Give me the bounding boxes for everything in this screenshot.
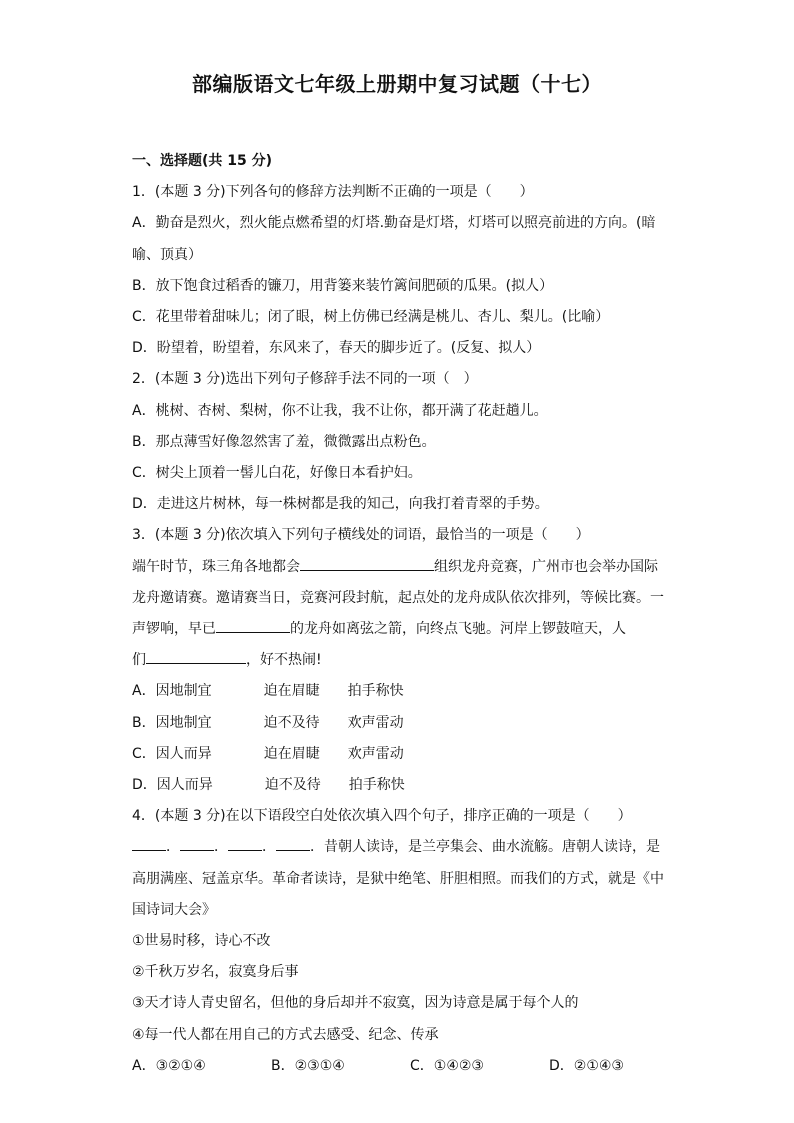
question-4-passage-line-2: 高朋满座、冠盖京华。革命者读诗，是狱中绝笔、肝胆相照。而我们的方式，就是《中: [132, 870, 664, 887]
question-2-option-a: A．桃树、杏树、梨树，你不让我，我不让你，都开满了花赶趟儿。: [132, 402, 548, 419]
option-word: 欢声雷动: [347, 745, 404, 762]
option-word: 拍手称快: [348, 777, 405, 794]
order-blank-3[interactable]: [228, 835, 262, 851]
question-1-option-c: C．花里带着甜味儿；闭了眼，树上仿佛已经满是桃儿、杏儿、梨儿。(比喻）: [132, 309, 610, 326]
option-word: 因地制宜: [155, 683, 212, 700]
question-2-option-b: B．那点薄雪好像忽然害了羞，微微露出点粉色。: [132, 433, 436, 450]
order-blank-2[interactable]: [180, 835, 214, 851]
question-2-stem: 2．(本题 3 分)选出下列句子修辞手法不同的一项（ ）: [132, 371, 478, 388]
question-1-option-d: D．盼望着，盼望着，东风来了，春天的脚步近了。(反复、拟人）: [132, 340, 541, 357]
passage-text: ．昔朝人读诗，是兰亭集会、曲水流觞。唐朝人读诗，是: [310, 839, 660, 856]
passage-text: 组织龙舟竞赛，广州市也会举办国际: [434, 558, 658, 575]
order-blank-4[interactable]: [276, 835, 310, 851]
passage-text: 的龙舟如离弦之箭，向终点飞驰。河岸上锣鼓喧天，人: [290, 621, 626, 638]
passage-text: 端午时节，珠三角各地都会: [132, 558, 300, 575]
sentence-3: ③天才诗人青史留名，但他的身后却并不寂寞，因为诗意是属于每个人的: [132, 995, 579, 1012]
option-word: 因地制宜: [155, 714, 212, 731]
passage-text: 声锣响，早已: [132, 621, 216, 638]
question-3-option-d: [132, 770, 662, 801]
option-word: 拍手称快: [347, 683, 404, 700]
question-3-passage-line-4: [132, 645, 662, 676]
sentence-1: ①世易时移，诗心不改: [132, 933, 271, 950]
page-title: 部编版语文七年级上册期中复习试题（十七）: [192, 72, 602, 96]
question-1-option-a: A．勤奋是烈火，烈火能点燃希望的灯塔.勤奋是灯塔，灯塔可以照亮前进的方向。(暗: [132, 215, 656, 232]
question-4-passage-line-1: [132, 832, 662, 863]
separator: ．: [214, 839, 228, 856]
option-word: 迫不及待: [263, 714, 320, 731]
option-word: 欢声雷动: [347, 714, 404, 731]
option-letter: B．: [132, 714, 156, 731]
question-4-stem: 4．(本题 3 分)在以下语段空白处依次填入四个句子，排序正确的一项是（ ）: [132, 808, 632, 825]
question-4-passage-line-3: 国诗词大会》: [132, 901, 216, 918]
question-1-option-b: B．放下饱食过稻香的镰刀，用背篓来装竹篱间肥硕的瓜果。(拟人）: [132, 277, 554, 294]
question-3-passage-line-2: 龙舟邀请赛。邀请赛当日，竞赛河段封航，起点处的龙舟成队依次排列，等候比赛。一: [132, 589, 664, 606]
fill-blank-3[interactable]: [146, 648, 246, 664]
separator: ．: [166, 839, 180, 856]
option-word: 迫在眉睫: [263, 745, 320, 762]
exam-content: [132, 146, 662, 1082]
passage-text: ，好不热闹!: [246, 652, 322, 669]
option-word: 因人而异: [155, 745, 212, 762]
question-3-passage-line-1: [132, 552, 662, 583]
option-word: 迫不及待: [264, 777, 321, 794]
option-letter: A．: [132, 683, 156, 700]
question-3-stem: 3．(本题 3 分)依次填入下列句子横线处的词语，最恰当的一项是（ ）: [132, 527, 590, 544]
question-3-option-c: [132, 739, 662, 770]
question-1-stem: 1．(本题 3 分)下列各句的修辞方法判断不正确的一项是（ ）: [132, 184, 534, 201]
fill-blank-1[interactable]: [300, 555, 434, 571]
sentence-2: ②千秋万岁名，寂寞身后事: [132, 964, 299, 981]
order-blank-1[interactable]: [132, 835, 166, 851]
question-2-option-d: D．走进这片树林，每一株树都是我的知己，向我打着青翠的手势。: [132, 496, 549, 513]
question-1-option-a-cont: 喻、顶真）: [132, 246, 202, 263]
option-word: 因人而异: [156, 777, 213, 794]
question-4-option-d: D．②①④③: [549, 1057, 624, 1074]
question-4-options: [132, 1051, 662, 1082]
separator: ．: [262, 839, 276, 856]
option-word: 迫在眉睫: [263, 683, 320, 700]
option-letter: D．: [132, 777, 157, 794]
sentence-4: ④每一代人都在用自己的方式去感受、纪念、传承: [132, 1026, 439, 1043]
question-4-option-b: B．②③①④: [271, 1057, 345, 1074]
question-3-passage-line-3: [132, 614, 662, 645]
question-3-option-b: [132, 708, 662, 739]
passage-text: 们: [132, 652, 146, 669]
fill-blank-2[interactable]: [216, 617, 290, 633]
question-2-option-c: C．树尖上顶着一髻儿白花，好像日本看护妇。: [132, 465, 422, 482]
section-heading: 一、选择题(共 15 分): [132, 153, 273, 169]
question-4-option-c: C．①④②③: [410, 1057, 484, 1074]
question-4-option-a: A．③②①④: [132, 1057, 206, 1074]
question-3-option-a: [132, 676, 662, 707]
option-letter: C．: [132, 745, 156, 762]
